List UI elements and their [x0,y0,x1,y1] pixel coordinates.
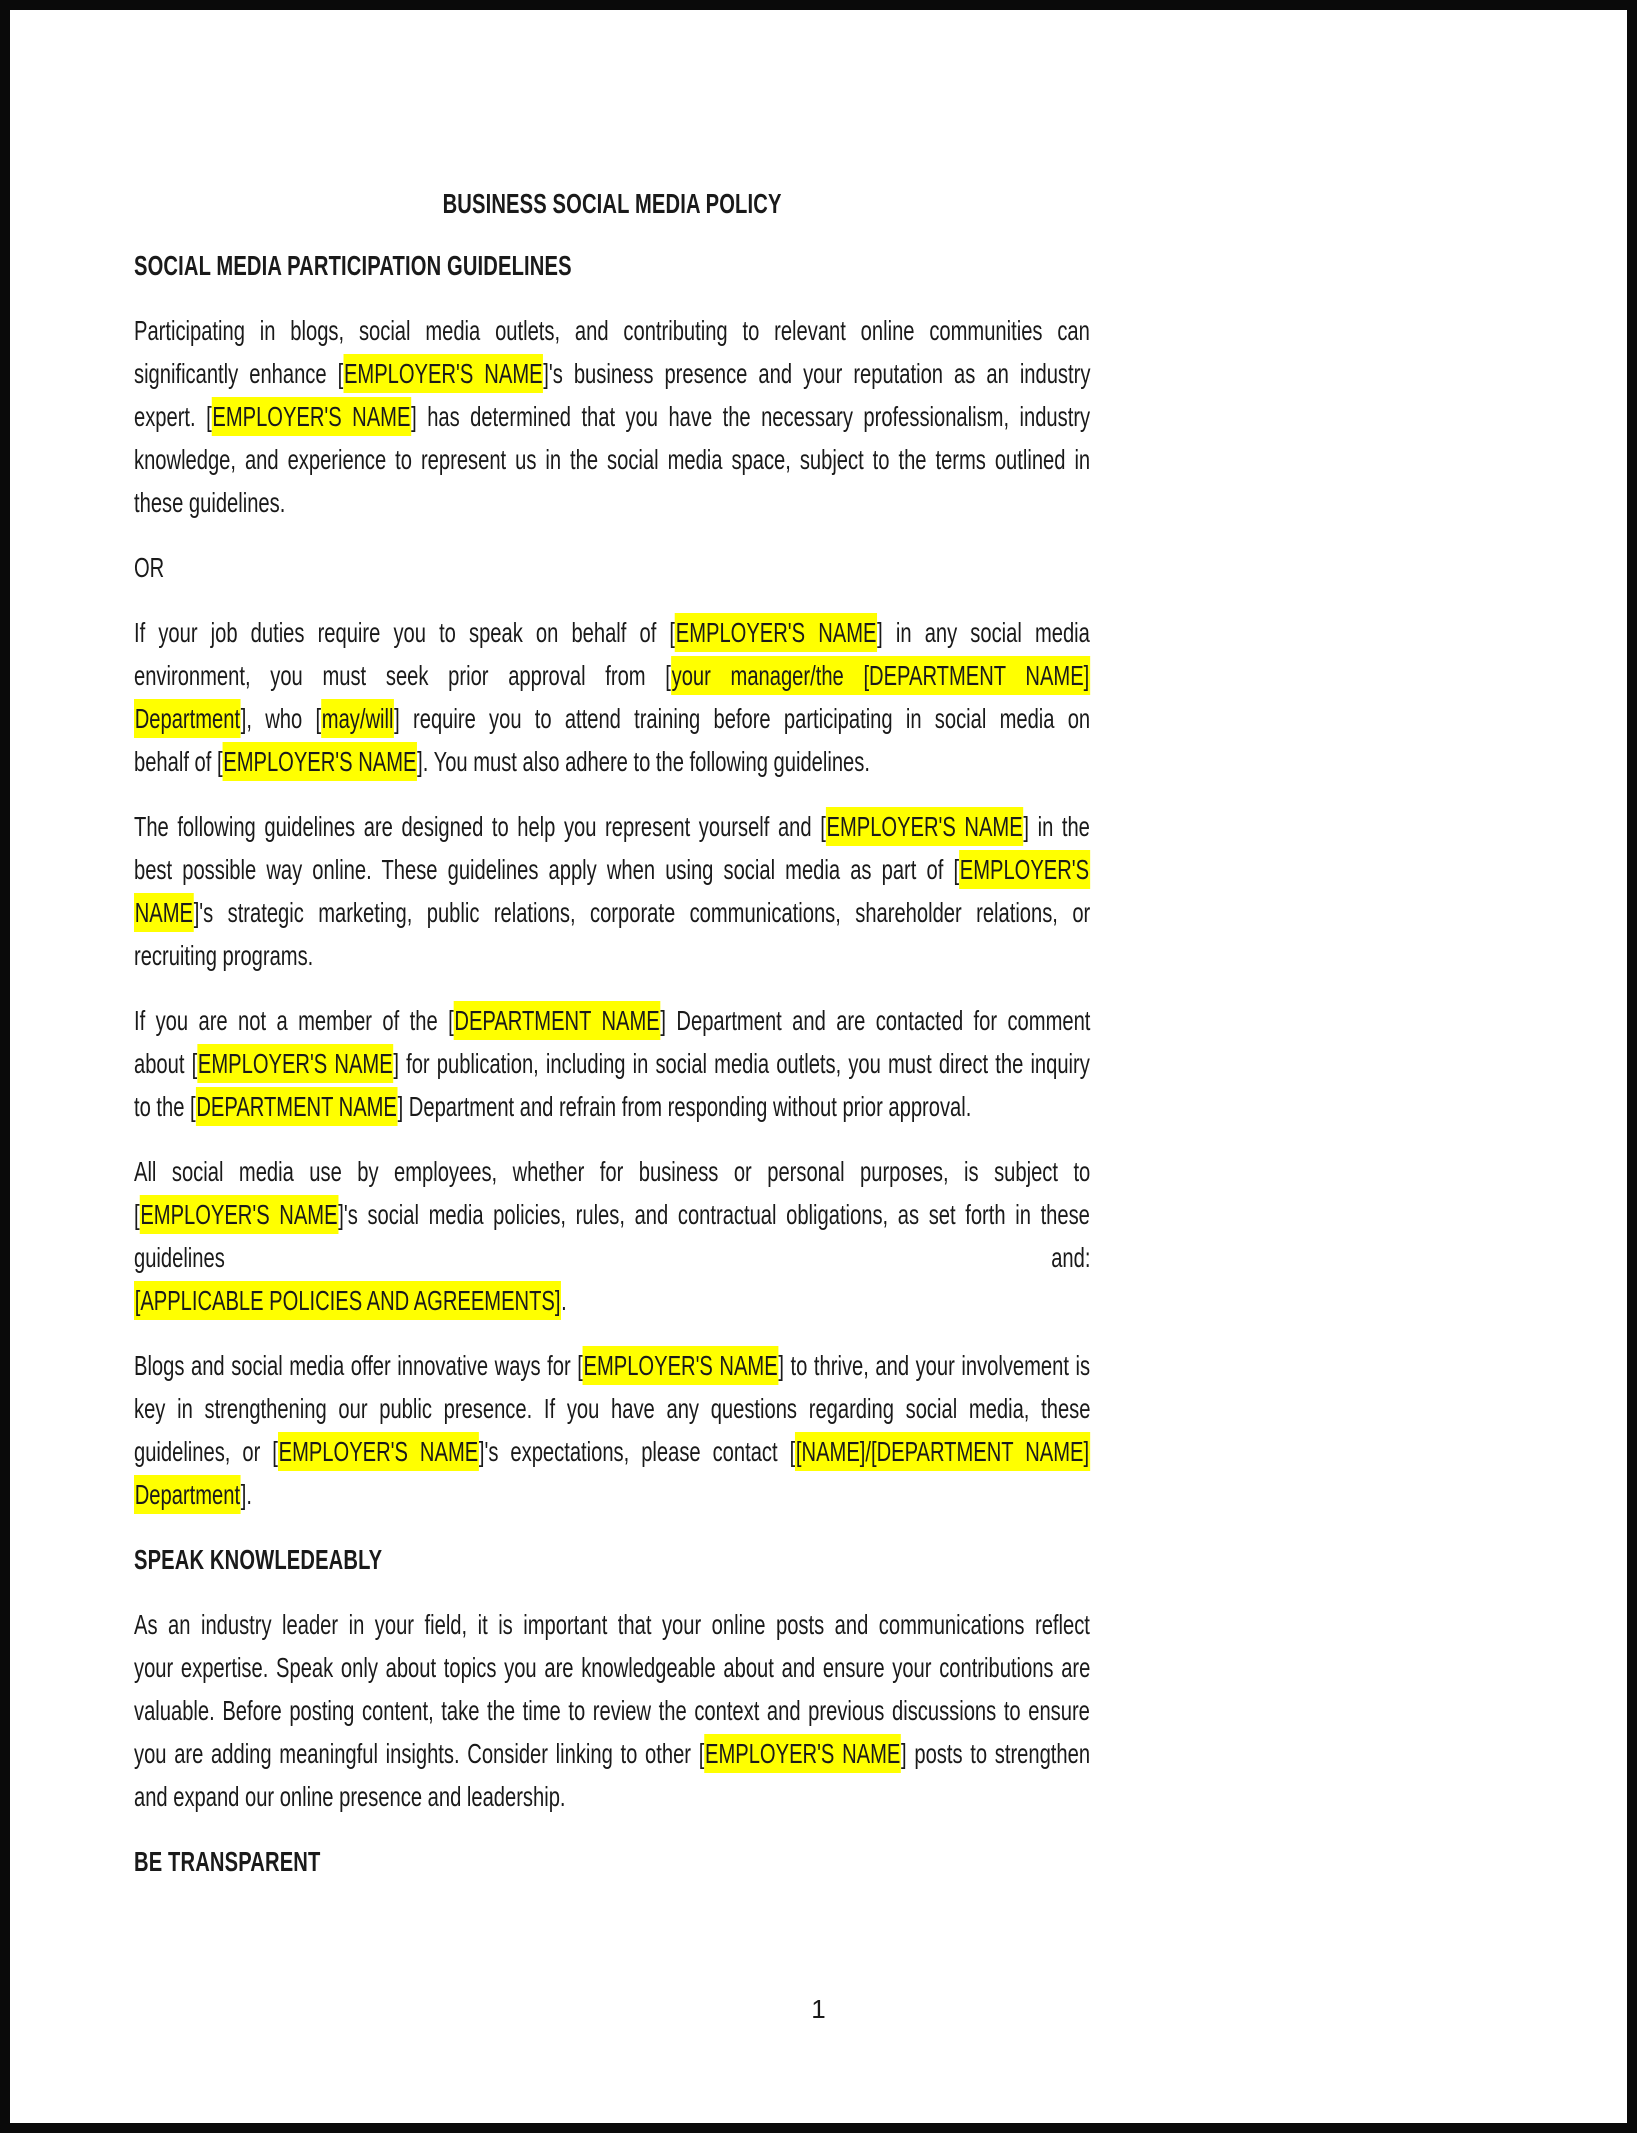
text-run: ] Department and refrain from responding without prior approval. [397,1091,972,1122]
text-run: guidelines and: [134,1242,1091,1273]
text-line [134,546,1090,589]
text-line [134,1732,1090,1775]
placeholder-highlight: [APPLICABLE POLICIES AND AGREEMENTS] [134,1281,561,1320]
line-content [134,1344,1090,1387]
page-number: 1 [811,1994,826,2024]
placeholder-highlight: EMPLOYER'S [959,850,1090,889]
line-content [134,1387,1090,1430]
line-content [134,352,1090,395]
line-content [134,654,1090,697]
placeholder-highlight: EMPLOYER'S NAME [583,1346,779,1385]
page-footer [10,1988,1627,2031]
text-run: ]'s expectations, please contact [ [478,1436,796,1467]
text-line [134,740,1090,783]
line-content [134,1473,252,1516]
text-run: you are adding meaningful insights. Consider linking to other [ [134,1738,705,1769]
line-content [134,1732,1090,1775]
line-content [134,1193,1090,1236]
line-content [134,934,313,977]
section-heading: BE TRANSPARENT [134,1846,321,1877]
text-line [134,1042,1090,1085]
text-run: ] Department and are contacted for comment [660,1005,1091,1036]
paragraph [134,1344,1090,1516]
line-content [134,999,1090,1042]
text-run: expert. [ [134,401,212,432]
text-line [134,1603,1090,1646]
text-line [134,1689,1090,1732]
placeholder-highlight: EMPLOYER'S NAME [826,807,1024,846]
line-content [134,1603,1090,1646]
placeholder-highlight: [NAME]/[DEPARTMENT NAME] [795,1432,1090,1471]
line-content [134,1150,1090,1193]
paragraph [134,1603,1090,1818]
placeholder-highlight: DEPARTMENT NAME [454,1001,661,1040]
text-run: [ [134,1199,140,1230]
text-run: OR [134,552,165,583]
text-line [134,999,1090,1042]
text-line [134,1085,1090,1128]
section-heading: SPEAK KNOWLEDEABLY [134,1544,383,1575]
placeholder-highlight: your manager/the [DEPARTMENT NAME] [671,656,1090,695]
text-run: best possible way online. These guidelines apply when using social media as part of [ [134,854,960,885]
text-line [134,611,1090,654]
line-content [134,1430,1090,1473]
paragraph [134,805,1090,977]
text-run: guidelines, or [ [134,1436,278,1467]
text-run: ]'s strategic marketing, public relations, corporate communications, shareholder relations, or [193,897,1091,928]
placeholder-highlight: EMPLOYER'S NAME [278,1432,479,1471]
text-run: If you are not a member of the [ [134,1005,454,1036]
text-run: about [ [134,1048,198,1079]
line-content [134,697,1090,740]
text-run: knowledge, and experience to represent us in the social media space, subject to the terms outlined in [134,444,1091,475]
text-run: ] in the [1023,811,1090,842]
text-line [134,438,1090,481]
placeholder-highlight: EMPLOYER'S NAME [223,742,418,781]
text-run: significantly enhance [ [134,358,344,389]
text-run: ], who [ [240,703,322,734]
placeholder-highlight: EMPLOYER'S NAME [675,613,877,652]
line-content [134,309,1090,352]
line-content [134,438,1090,481]
text-run: ]'s social media policies, rules, and contractual obligations, as set forth in these [338,1199,1090,1230]
document-title: BUSINESS SOCIAL MEDIA POLICY [442,188,782,219]
placeholder-highlight: Department [134,699,241,738]
text-line [134,1387,1090,1430]
paragraph [134,611,1090,783]
line-content [134,1042,1090,1085]
text-run: and expand our online presence and leadership. [134,1781,566,1812]
text-run: Participating in blogs, social media outlets, and contributing to relevant online communities can [134,315,1090,346]
line-content [134,848,1090,891]
text-line [134,697,1090,740]
text-line [134,1150,1090,1193]
text-run: your expertise. Speak only about topics you are knowledgeable about and ensure your contributions are [134,1652,1091,1683]
text-run: ] for publication, including in social media outlets, you must direct the inquiry [393,1048,1090,1079]
text-run: environment, you must seek prior approval from [ [134,660,671,691]
line-content [134,1085,971,1128]
text-line [134,848,1090,891]
paragraph [134,1150,1090,1322]
text-run: ] require you to attend training before participating in social media on [394,703,1091,734]
placeholder-highlight: EMPLOYER'S NAME [140,1195,339,1234]
text-line [134,481,1090,524]
text-run: behalf of [ [134,746,223,777]
paragraph [134,999,1090,1128]
line-content [134,1689,1090,1732]
document-content [134,182,1090,1905]
text-line [134,934,1090,977]
text-line [134,1344,1090,1387]
paragraph [134,546,1090,589]
line-content [134,395,1090,438]
text-run: ] posts to strengthen [901,1738,1091,1769]
text-run: ] in any social media [877,617,1090,648]
line-content [134,1775,566,1818]
placeholder-highlight: Department [134,1475,241,1514]
text-line [134,1775,1090,1818]
text-line [134,654,1090,697]
line-content [134,891,1090,934]
text-line [134,1430,1090,1473]
text-line [134,891,1090,934]
text-run: If your job duties require you to speak on behalf of [ [134,617,676,648]
text-line [134,1646,1090,1689]
placeholder-highlight: DEPARTMENT NAME [196,1087,398,1126]
text-run: As an industry leader in your field, it is important that your online posts and communications reflect [134,1609,1090,1640]
line-content [134,611,1090,654]
text-run: . [561,1285,567,1316]
text-run: these guidelines. [134,487,286,518]
text-line [134,1279,1090,1322]
line-content [134,1236,1090,1279]
line-content [134,546,164,589]
text-line [134,1236,1090,1279]
line-content [134,740,870,783]
text-line [134,1193,1090,1236]
text-run: All social media use by employees, whether for business or personal purposes, is subject to [134,1156,1091,1187]
placeholder-highlight: EMPLOYER'S NAME [343,354,543,393]
text-run: ]. You must also adhere to the following guidelines. [417,746,870,777]
placeholder-highlight: EMPLOYER'S NAME [704,1734,901,1773]
text-run: key in strengthening our public presence. If you have any questions regarding social media, these [134,1393,1091,1424]
line-content [134,1646,1090,1689]
text-run: The following guidelines are designed to help you represent yourself and [ [134,811,826,842]
text-line [134,1473,1090,1516]
placeholder-highlight: NAME [134,893,194,932]
text-run: Blogs and social media offer innovative ways for [ [134,1350,583,1381]
text-run: recruiting programs. [134,940,314,971]
paragraph [134,309,1090,524]
text-line [134,352,1090,395]
line-content [134,481,285,524]
text-run: ] has determined that you have the necessary professionalism, industry [411,401,1091,432]
text-run: ] to thrive, and your involvement is [778,1350,1091,1381]
placeholder-highlight: may/will [321,699,394,738]
text-run: ]. [240,1479,252,1510]
text-run: ]'s business presence and your reputation as an industry [543,358,1091,389]
line-content [134,805,1090,848]
placeholder-highlight: EMPLOYER'S NAME [197,1044,393,1083]
document-body [134,244,1090,1883]
placeholder-highlight: EMPLOYER'S NAME [212,397,411,436]
text-line [134,309,1090,352]
text-run: valuable. Before posting content, take the time to review the context and previous discussions to ensure [134,1695,1090,1726]
text-line [134,395,1090,438]
section-heading: SOCIAL MEDIA PARTICIPATION GUIDELINES [134,250,572,281]
line-content [134,1279,567,1322]
text-run: to the [ [134,1091,196,1122]
text-line [134,805,1090,848]
